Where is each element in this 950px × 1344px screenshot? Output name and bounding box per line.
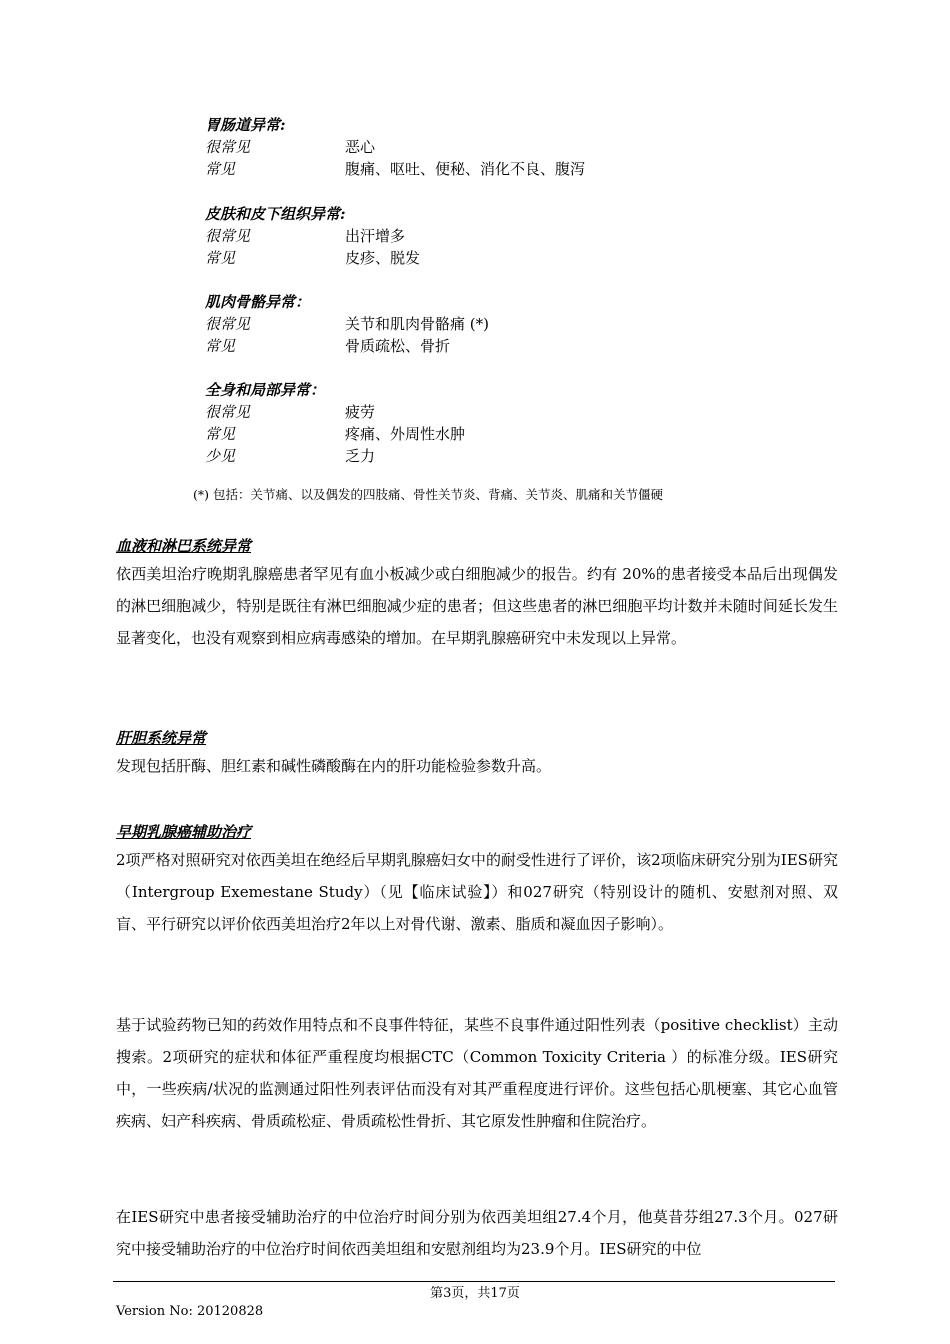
section-paragraph: 依西美坦治疗晚期乳腺癌患者罕见有血小板减少或白细胞减少的报告。约有 20%的患者接受本品后出现偶发的淋巴细胞减少，特别是既往有淋巴细胞减少症的患者；但这些患者的淋巴细胞平均计数并未随时间延长发生显著变化，也没有观察到相应病毒感染的增加。在早期乳腺癌研究中未发现以上异常。 bbox=[116, 565, 838, 647]
section-hepatobiliary bbox=[116, 727, 838, 782]
ae-row bbox=[205, 247, 845, 269]
ae-row bbox=[205, 136, 845, 158]
section-paragraph: 2项严格对照研究对依西美坦在绝经后早期乳腺癌妇女中的耐受性进行了评价，该2项临床研究分别为IES研究（Intergroup Exemestane Study）（见【临床试验】）和027研究（特别设计的随机、安慰剂对照、双盲、平行研究以评价依西美坦治疗2年以上对骨代谢、激素、脂质和凝血因子影响）。 bbox=[116, 851, 838, 933]
ae-group-title: 全身和局部异常： bbox=[205, 381, 326, 399]
ae-terms: 关节和肌肉骨骼痛 (*) bbox=[345, 315, 489, 333]
paragraph-positive-checklist: 基于试验药物已知的药效作用特点和不良事件特征，某些不良事件通过阳性列表（positive checklist）主动搜索。2项研究的症状和体征严重程度均根据CTC（Common Toxicity Criteria ）的标准分级。IES研究中，一些疾病/状况的监测通过阳性列表评估而没有对其严重程度进行评价。这些包括心肌梗塞、其它心血管疾病、妇产科疾病、骨质疏松症、骨质疏松性骨折、其它原发性肿瘤和住院治疗。 bbox=[116, 1016, 838, 1130]
ae-row bbox=[205, 401, 845, 423]
ae-frequency: 常见 bbox=[205, 337, 236, 355]
version-number: Version No: 20120828 bbox=[116, 1304, 264, 1319]
section-early-breast-cancer bbox=[116, 821, 838, 940]
ae-terms: 疼痛、外周性水肿 bbox=[345, 425, 466, 443]
footer-divider bbox=[113, 1281, 835, 1282]
ae-frequency: 常见 bbox=[205, 160, 236, 178]
ae-terms: 骨质疏松、骨折 bbox=[345, 337, 451, 355]
ae-group-title: 肌肉骨骼异常： bbox=[205, 293, 311, 311]
ae-group-general bbox=[205, 379, 845, 467]
ae-group-musculoskeletal bbox=[205, 291, 845, 357]
section-heading: 血液和淋巴系统异常 bbox=[116, 537, 252, 555]
ae-frequency: 很常见 bbox=[205, 403, 251, 421]
ae-terms: 腹痛、呕吐、便秘、消化不良、腹泻 bbox=[345, 160, 586, 178]
ae-terms: 乏力 bbox=[345, 447, 376, 465]
ae-row bbox=[205, 335, 845, 357]
section-heading: 肝胆系统异常 bbox=[116, 729, 207, 747]
ae-row bbox=[205, 313, 845, 335]
section-blood-lymphatic bbox=[116, 535, 838, 654]
ae-footnote: (*) 包括：关节痛、以及偶发的四肢痛、骨性关节炎、背痛、关节炎、肌痛和关节僵硬 bbox=[193, 487, 663, 502]
ae-frequency: 很常见 bbox=[205, 227, 251, 245]
ae-terms: 出汗增多 bbox=[345, 227, 406, 245]
ae-frequency: 很常见 bbox=[205, 315, 251, 333]
ae-frequency: 常见 bbox=[205, 425, 236, 443]
ae-row bbox=[205, 423, 845, 445]
ae-terms: 皮疹、脱发 bbox=[345, 249, 421, 267]
ae-row bbox=[205, 445, 845, 467]
ae-frequency: 很常见 bbox=[205, 138, 251, 156]
ae-group-title: 胃肠道异常: bbox=[205, 116, 286, 134]
section-paragraph: 发现包括肝酶、胆红素和碱性磷酸酶在内的肝功能检验参数升高。 bbox=[116, 757, 552, 775]
ae-group-skin bbox=[205, 203, 845, 269]
ae-terms: 恶心 bbox=[345, 138, 376, 156]
ae-frequency: 常见 bbox=[205, 249, 236, 267]
ae-row bbox=[205, 158, 845, 180]
page-number: 第3页，共17页 bbox=[430, 1286, 520, 1301]
ae-frequency: 少见 bbox=[205, 447, 236, 465]
ae-terms: 疲劳 bbox=[345, 403, 376, 421]
ae-group-gastrointestinal bbox=[205, 114, 845, 180]
paragraph-treatment-duration: 在IES研究中患者接受辅助治疗的中位治疗时间分别为依西美坦组27.4个月，他莫昔芬组27.3个月。027研究中接受辅助治疗的中位治疗时间依西美坦组和安慰剂组均为23.9个月。IES研究的中位 bbox=[116, 1208, 838, 1258]
section-heading: 早期乳腺癌辅助治疗 bbox=[116, 823, 252, 841]
ae-row bbox=[205, 225, 845, 247]
ae-group-title: 皮肤和皮下组织异常: bbox=[205, 205, 346, 223]
